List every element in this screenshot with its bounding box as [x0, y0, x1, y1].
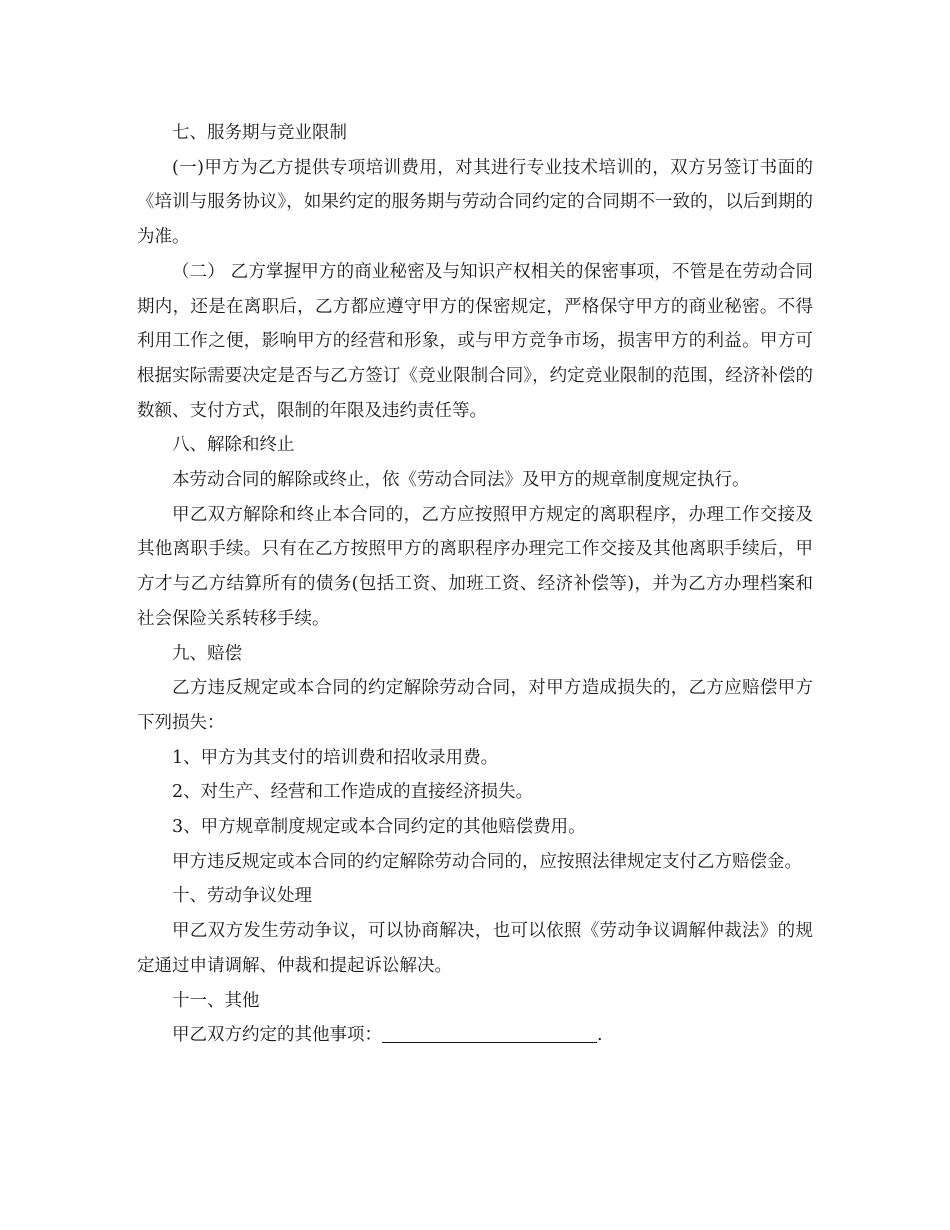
section-heading-dispute: 十、劳动争议处理 [172, 886, 312, 907]
paragraph-termination-procedure: 甲乙双方解除和终止本合同的，乙方应按照甲方规定的离职程序，办理工作交接及其他离职手续。只有在乙方按照甲方的离职程序办理完工作交接及其他离职手续后，甲方才与乙方结算所有的债务(包括工资、加班工资、经济补偿等)，并为乙方办理档案和社会保险关系转移手续。 [137, 504, 813, 629]
list-item-compensation-1: 1、甲方为其支付的培训费和招收录用费。 [172, 747, 499, 768]
paragraph-termination-rule: 本劳动合同的解除或终止，依《劳动合同法》及甲方的规章制度规定执行。 [172, 470, 750, 491]
paragraph-other-matters [137, 1018, 813, 1053]
section-heading-compensation: 九、赔偿 [172, 643, 242, 664]
other-matters-label: 甲乙双方约定的其他事项： [172, 1025, 382, 1046]
paragraph-training-agreement: (一)甲方为乙方提供专项培训费用，对其进行专业技术培训的，双方另签订书面的《培训与服务协议》，如果约定的服务期与劳动合同约定的合同期不一致的，以后到期的为准。 [137, 157, 813, 248]
section-heading-other: 十一、其他 [172, 990, 260, 1011]
fill-in-blank-line [382, 1041, 597, 1043]
paragraph-employer-compensation: 甲方违反规定或本合同的约定解除劳动合同的，应按照法律规定支付乙方赔偿金。 [172, 851, 802, 872]
list-item-compensation-2: 2、对生产、经营和工作造成的直接经济损失。 [172, 782, 534, 803]
section-heading-termination: 八、解除和终止 [172, 435, 295, 456]
other-matters-end: . [597, 1025, 603, 1046]
document-page [137, 116, 813, 1053]
list-item-compensation-3: 3、甲方规章制度规定或本合同约定的其他赔偿费用。 [172, 817, 586, 838]
paragraph-dispute-resolution: 甲乙双方发生劳动争议，可以协商解决，也可以依照《劳动争议调解仲裁法》的规定通过申请调解、仲裁和提起诉讼解决。 [137, 921, 813, 976]
section-heading-service-period: 七、服务期与竞业限制 [172, 123, 347, 143]
paragraph-confidentiality: （二） 乙方掌握甲方的商业秘密及与知识产权相关的保密事项，不管是在劳动合同期内，还是在离职后，乙方都应遵守甲方的保密规定，严格保守甲方的商业秘密。不得利用工作之便，影响甲方的经营和形象，或与甲方竞争市场，损害甲方的利益。甲方可根据实际需要决定是否与乙方签订《竞业限制合同》，约定竞业限制的范围，经济补偿的数额、支付方式，限制的年限及违约责任等。 [137, 261, 813, 421]
paragraph-compensation-intro: 乙方违反规定或本合同的约定解除劳动合同，对甲方造成损失的，乙方应赔偿甲方下列损失： [137, 678, 813, 733]
